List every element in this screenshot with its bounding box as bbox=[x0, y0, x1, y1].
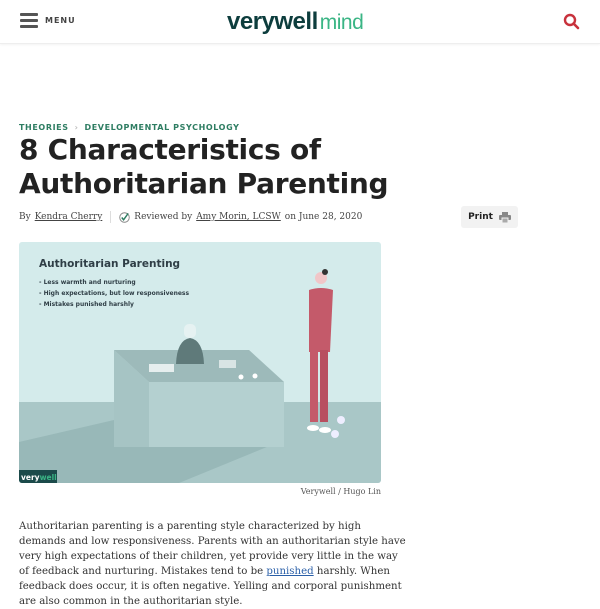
text: of feedback and nurturing. Mistakes tend to be bbox=[19, 566, 267, 577]
hamburger-icon bbox=[20, 13, 38, 28]
verywell-badge: verywell bbox=[21, 473, 57, 482]
search-icon[interactable] bbox=[563, 13, 580, 30]
logo-sub: mind bbox=[319, 11, 364, 34]
punished-link[interactable]: punished bbox=[266, 566, 314, 577]
byline bbox=[19, 211, 362, 223]
menu-button[interactable] bbox=[20, 13, 76, 28]
illustration-bullet: - High expectations, but low responsiveness bbox=[39, 290, 190, 297]
paragraph-line: very high expectations of their children, yet provide very little in the way bbox=[19, 551, 398, 562]
printer-icon bbox=[499, 212, 511, 223]
author-link[interactable]: Kendra Cherry bbox=[34, 212, 103, 222]
paragraph-line: feedback does occur, it is often negative. Yelling and corporal punishment bbox=[19, 581, 402, 592]
reviewed-by-label: Reviewed by bbox=[134, 212, 193, 222]
breadcrumb-developmental-psychology[interactable]: DEVELOPMENTAL PSYCHOLOGY bbox=[84, 123, 240, 132]
site-header bbox=[0, 0, 600, 44]
print-label: Print bbox=[468, 212, 493, 222]
by-label: By bbox=[19, 212, 31, 222]
paragraph-line: are also common in the authoritarian style. bbox=[19, 596, 243, 607]
logo-main: verywell bbox=[227, 8, 318, 35]
site-logo[interactable] bbox=[227, 8, 363, 36]
check-circle-icon bbox=[119, 212, 130, 223]
image-caption: Verywell / Hugo Lin bbox=[300, 487, 381, 496]
illustration-heading: Authoritarian Parenting bbox=[39, 258, 181, 270]
illustration-bullet: - Mistakes punished harshly bbox=[39, 301, 134, 308]
paragraph-line bbox=[19, 564, 399, 579]
article-intro bbox=[19, 519, 406, 609]
text: harshly. When bbox=[313, 566, 390, 577]
menu-label: MENU bbox=[45, 16, 76, 25]
breadcrumb-theories[interactable]: THEORIES bbox=[19, 123, 69, 132]
publish-date: on June 28, 2020 bbox=[284, 212, 363, 222]
divider bbox=[110, 211, 111, 223]
breadcrumb bbox=[19, 123, 239, 132]
article-illustration bbox=[19, 242, 381, 483]
reviewer-link[interactable]: Amy Morin, LCSW bbox=[196, 212, 281, 222]
page-title: 8 Characteristics of Authoritarian Parenting bbox=[19, 133, 389, 200]
paragraph-line: demands and low responsiveness. Parents with an authoritarian style have bbox=[19, 536, 406, 547]
paragraph-line: Authoritarian parenting is a parenting style characterized by high bbox=[19, 521, 361, 532]
illustration-bullet: - Less warmth and nurturing bbox=[39, 279, 136, 286]
print-button[interactable] bbox=[461, 206, 518, 228]
chevron-right-icon: › bbox=[74, 123, 79, 132]
